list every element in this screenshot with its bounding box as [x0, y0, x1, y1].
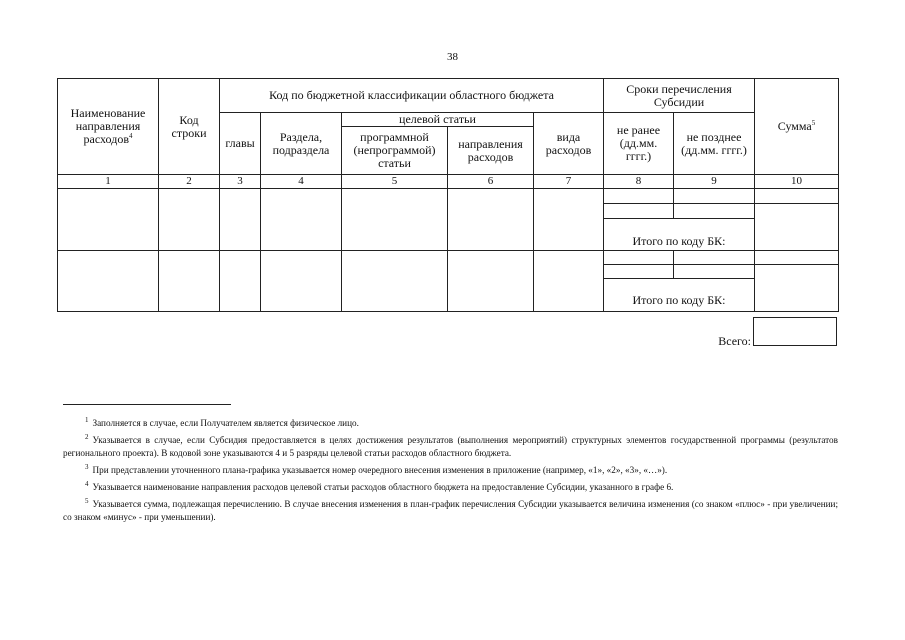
data-cell [755, 251, 839, 265]
column-number: 10 [755, 175, 839, 189]
page-number: 38 [447, 51, 458, 63]
footnote-3 [63, 464, 838, 477]
header-name-cell [58, 79, 159, 175]
header-sum: Сумма [777, 119, 812, 133]
header-chapter: главы [220, 113, 261, 175]
header-kind: вида расходов [534, 113, 604, 175]
footnote-text: Указывается наименование направления расходов целевой статьи расходов областного бюджета на предоставление Субсидии, указанного в графе 6. [92, 482, 674, 492]
footnotes [63, 417, 838, 528]
data-cell [604, 204, 674, 219]
column-number: 7 [534, 175, 604, 189]
data-cell [220, 189, 261, 251]
column-number-row [58, 175, 839, 189]
header-section: Раздела, подраздела [261, 113, 342, 175]
footnote-mark: 2 [85, 432, 89, 441]
data-cell [674, 251, 755, 265]
footnote-5 [63, 498, 838, 524]
footnote-mark: 5 [85, 496, 89, 505]
table-row [58, 251, 839, 265]
data-cell [604, 265, 674, 279]
data-cell [448, 251, 534, 312]
footnote-1 [63, 417, 838, 430]
header-sum-cell [755, 79, 839, 175]
header-deadlines: Сроки перечисления Субсидии [604, 79, 755, 113]
data-cell [604, 251, 674, 265]
column-number: 2 [159, 175, 220, 189]
data-cell [261, 189, 342, 251]
data-cell [534, 251, 604, 312]
subtotal-label: Итого по коду БК: [604, 291, 755, 312]
subsidy-schedule-table [57, 78, 839, 312]
subtotal-label: Итого по коду БК: [604, 234, 755, 251]
column-number: 5 [342, 175, 448, 189]
footnote-mark: 1 [85, 415, 89, 424]
footnote-text: Указывается сумма, подлежащая перечислению. В случае внесения изменения в план-график перечисления Субсидии указывается величина изменения (со знаком «плюс» - при увеличении; со знаком «минус» - при уменьшении). [63, 499, 838, 522]
column-number: 9 [674, 175, 755, 189]
header-target-article: целевой статьи [342, 113, 534, 127]
data-cell [674, 204, 755, 219]
footnote-2 [63, 434, 838, 460]
grand-total-value-cell [753, 317, 837, 346]
data-cell [342, 189, 448, 251]
header-name: Наименование направления расходов [70, 106, 146, 146]
header-code: Код строки [159, 79, 220, 175]
data-cell [261, 251, 342, 312]
data-cell [674, 265, 755, 279]
table-row [58, 189, 839, 204]
data-cell [534, 189, 604, 251]
footnote-4 [63, 481, 838, 494]
data-cell [604, 279, 755, 291]
footnote-ref-5: 5 [811, 119, 816, 127]
column-number: 3 [220, 175, 261, 189]
data-cell [448, 189, 534, 251]
header-direction: направления расходов [448, 127, 534, 175]
header-not-earlier: не ранее (дд.мм. гггг.) [604, 113, 674, 175]
footnote-mark: 3 [85, 462, 89, 471]
column-number: 4 [261, 175, 342, 189]
data-cell [58, 189, 159, 251]
data-cell [674, 189, 755, 204]
footnote-text: Указывается в случае, если Субсидия предоставляется в целях достижения результатов (выполнения мероприятий) структурных элементов государственной программы (результатов регионального проекта). В кодовой зоне указываются 4 и 5 разряды целевой статьи расходов областного бюджета. [63, 435, 838, 458]
data-cell [159, 251, 220, 312]
header-bk-group: Код по бюджетной классификации областного бюджета [220, 79, 604, 113]
data-cell [755, 189, 839, 204]
column-number: 6 [448, 175, 534, 189]
footnote-text: Заполняется в случае, если Получателем является физическое лицо. [92, 418, 359, 428]
header-not-later: не позднее (дд.мм. гггг.) [674, 113, 755, 175]
grand-total-label: Всего: [718, 334, 751, 348]
footnote-mark: 4 [85, 479, 89, 488]
column-number: 1 [58, 175, 159, 189]
footnote-ref-4: 4 [128, 132, 133, 140]
column-number: 8 [604, 175, 674, 189]
data-cell [755, 204, 839, 251]
data-cell [58, 251, 159, 312]
header-program: программной (непрограммой) статьи [342, 127, 448, 175]
data-cell [604, 219, 755, 234]
data-cell [755, 265, 839, 312]
footnote-separator [63, 404, 231, 405]
data-cell [220, 251, 261, 312]
data-cell [604, 189, 674, 204]
data-cell [342, 251, 448, 312]
footnote-text: При представлении уточненного плана-графика указывается номер очередного внесения изменения в приложение (например, «1», «2», «3», «…»). [92, 465, 668, 475]
grand-total [601, 317, 837, 346]
data-cell [159, 189, 220, 251]
